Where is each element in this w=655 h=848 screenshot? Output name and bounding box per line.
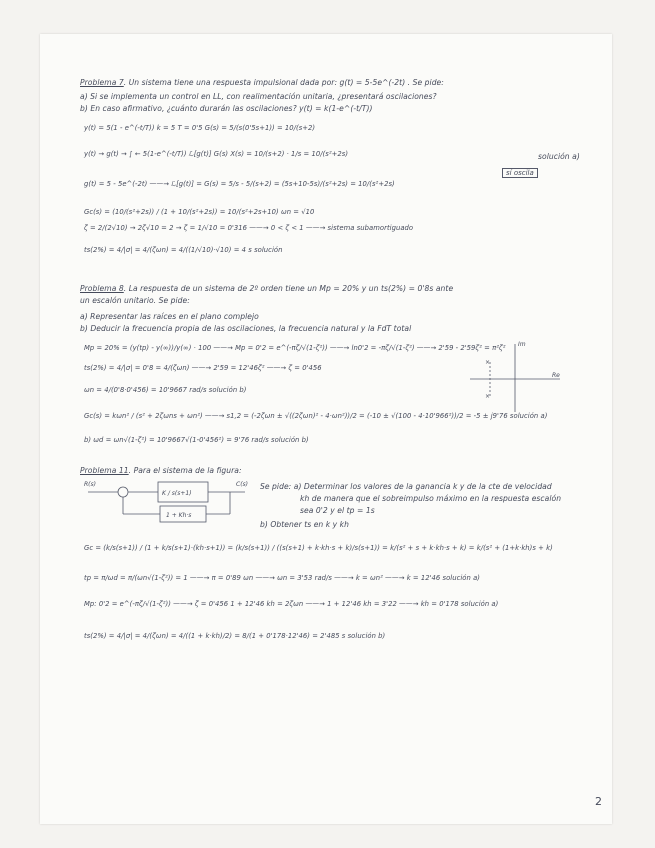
problem-7-line-5: ζ = 2/(2√10) → 2ζ√10 = 2 → ζ = 1/√10 = 0'316 ——→ 0 < ζ < 1 ——→ sistema subamortiguado <box>84 224 414 232</box>
problem-8-text-2: un escalón unitario. Se pide: <box>80 296 190 305</box>
problem-7-line-1: y(t) = 5(1 - e^(-t/T)) k = 5 T = 0'5 G(s) = 5/(s(0'5s+1)) = 10/(s+2) <box>84 124 316 132</box>
problem-11-part-a: Se pide: a) Determinar los valores de la ganancia k y de la cte de velocidad <box>260 482 552 491</box>
problem-7-line-3: g(t) = 5 - 5e^(-2t) ——→ ℒ[g(t)] = G(s) = 5/s - 5/(s+2) = (5s+10-5s)/(s²+2s) = 10/(s²+2s) <box>84 180 395 188</box>
problem-8-text: La respuesta de un sistema de 2º orden tiene un Mp = 20% y un ts(2%) = 0'8s ante <box>128 284 454 293</box>
problem-8-statement: Problema 8. La respuesta de un sistema de 2º orden tiene un Mp = 20% y un ts(2%) = 0'8s ante <box>80 284 454 293</box>
problem-7-text: Un sistema tiene una respuesta impulsional dada por: g(t) = 5-5e^(-2t) . Se pide: <box>128 78 444 87</box>
imaginary-axis-label: Im <box>518 341 526 348</box>
problem-7-part-b: b) En caso afirmativo, ¿cuánto durarán las oscilaciones? y(t) = k(1-e^(-t/T)) <box>80 104 373 113</box>
problem-7-statement: Problema 7. Un sistema tiene una respuesta impulsional dada por: g(t) = 5-5e^(-2t) . Se pide: <box>80 78 444 87</box>
real-axis-label: Re <box>552 372 560 379</box>
problem-11-part-b: b) Obtener ts en k y kh <box>260 520 349 529</box>
problem-11-part-a-2: kh de manera que el sobreimpulso máximo en la respuesta escalón <box>300 494 562 503</box>
problem-11-statement: Problema 11. Para el sistema de la figura: <box>80 466 242 475</box>
page-number: 2 <box>595 795 602 808</box>
problem-8-line-2: ts(2%) = 4/|σ| = 0'8 = 4/(ζωn) ——→ 2'59 = 12'46ζ² ——→ ζ = 0'456 <box>84 364 322 372</box>
notebook-page <box>40 34 612 824</box>
block-diagram <box>40 34 612 824</box>
feedback-label: 1 + Kh·s <box>166 512 192 519</box>
problem-11-line-2: tp = π/ωd = π/(ωn√(1-ζ²)) = 1 ——→ π = 0'89 ωn ——→ ωn = 3'53 rad/s ——→ k = ωn² ——→ k = 12'46 solución a) <box>84 574 480 582</box>
problem-7-line-4: Gc(s) = (10/(s²+2s)) / (1 + 10/(s²+2s)) = 10/(s²+2s+10) ωn = √10 <box>84 208 315 216</box>
problem-11-line-3: Mp: 0'2 = e^(-πζ/√(1-ζ²)) ——→ ζ = 0'456 1 + 12'46 kh = 2ζωn ——→ 1 + 12'46 kh = 3'22 ——→ kh = 0'178 solución a) <box>84 600 499 608</box>
pole-upper: × <box>485 359 491 366</box>
output-label: C(s) <box>236 481 248 488</box>
plant-label: K / s(s+1) <box>162 490 192 497</box>
problem-8-title: Problema 8 <box>80 284 124 293</box>
problem-11-title: Problema 11 <box>80 466 129 475</box>
problem-11-text: Para el sistema de la figura: <box>133 466 242 475</box>
problem-8-line-3: ωn = 4/(0'8·0'456) = 10'9667 rad/s solución b) <box>84 386 247 394</box>
problem-7-part-a: a) Si se implementa un control en LL, con realimentación unitaria, ¿presentará oscilaciones? <box>80 92 437 101</box>
problem-7-solution-a-label: solución a) <box>538 152 580 161</box>
problem-11-line-4: ts(2%) = 4/|σ| = 4/(ζωn) = 4/((1 + k·kh)/2) = 8/(1 + 0'178·12'46) = 2'485 s solución b) <box>84 632 386 640</box>
problem-8-part-a: a) Representar las raíces en el plano complejo <box>80 312 259 321</box>
problem-8-line-1: Mp = 20% = (y(tp) - y(∞))/y(∞) · 100 ——→ Mp = 0'2 = e^(-πζ/√(1-ζ²)) ——→ ln0'2 = -πζ/√(1-ζ²) ——→ 2'59 - 2'59ζ² = π²ζ² <box>84 344 506 352</box>
problem-7-title: Problema 7 <box>80 78 124 87</box>
problem-8-part-b: b) Deducir la frecuencia propia de las oscilaciones, la frecuencia natural y la FdT total <box>80 324 412 333</box>
problem-7-line-6: ts(2%) = 4/|σ| = 4/(ζωn) = 4/((1/√10)·√10) = 4 s solución <box>84 246 283 254</box>
problem-8-line-4: Gc(s) = kωn² / (s² + 2ζωns + ωn²) ——→ s1,2 = (-2ζωn ± √((2ζωn)² - 4·ωn²))/2 = (-10 ± √(100 - 4·10'966²))/2 = -5 ± j9'76 solución a) <box>84 412 548 420</box>
oscillation-answer-box: sí oscila <box>502 168 538 178</box>
problem-11-line-1: Gc = (k/s(s+1)) / (1 + k/s(s+1)·(kh·s+1)) = (k/s(s+1)) / ((s(s+1) + k·kh·s + k)/s(s+1)) = k/(s² + s + k·kh·s + k) = k/(s² + (1+k·kh)s + k) <box>84 544 553 552</box>
problem-11-part-a-3: sea 0'2 y el tp = 1s <box>300 506 375 515</box>
input-label: R(s) <box>84 481 96 488</box>
pole-lower: × <box>485 393 491 400</box>
problem-8-line-5: b) ωd = ωn√(1-ζ²) = 10'9667√(1-0'456²) = 9'76 rad/s solución b) <box>84 436 309 444</box>
summing-junction <box>118 487 128 497</box>
problem-7-line-2: y(t) → g(t) → ∫ ← 5(1-e^(-t/T)) ℒ[g(t)] G(s) X(s) = 10/(s+2) · 1/s = 10/(s²+2s) <box>84 150 349 158</box>
